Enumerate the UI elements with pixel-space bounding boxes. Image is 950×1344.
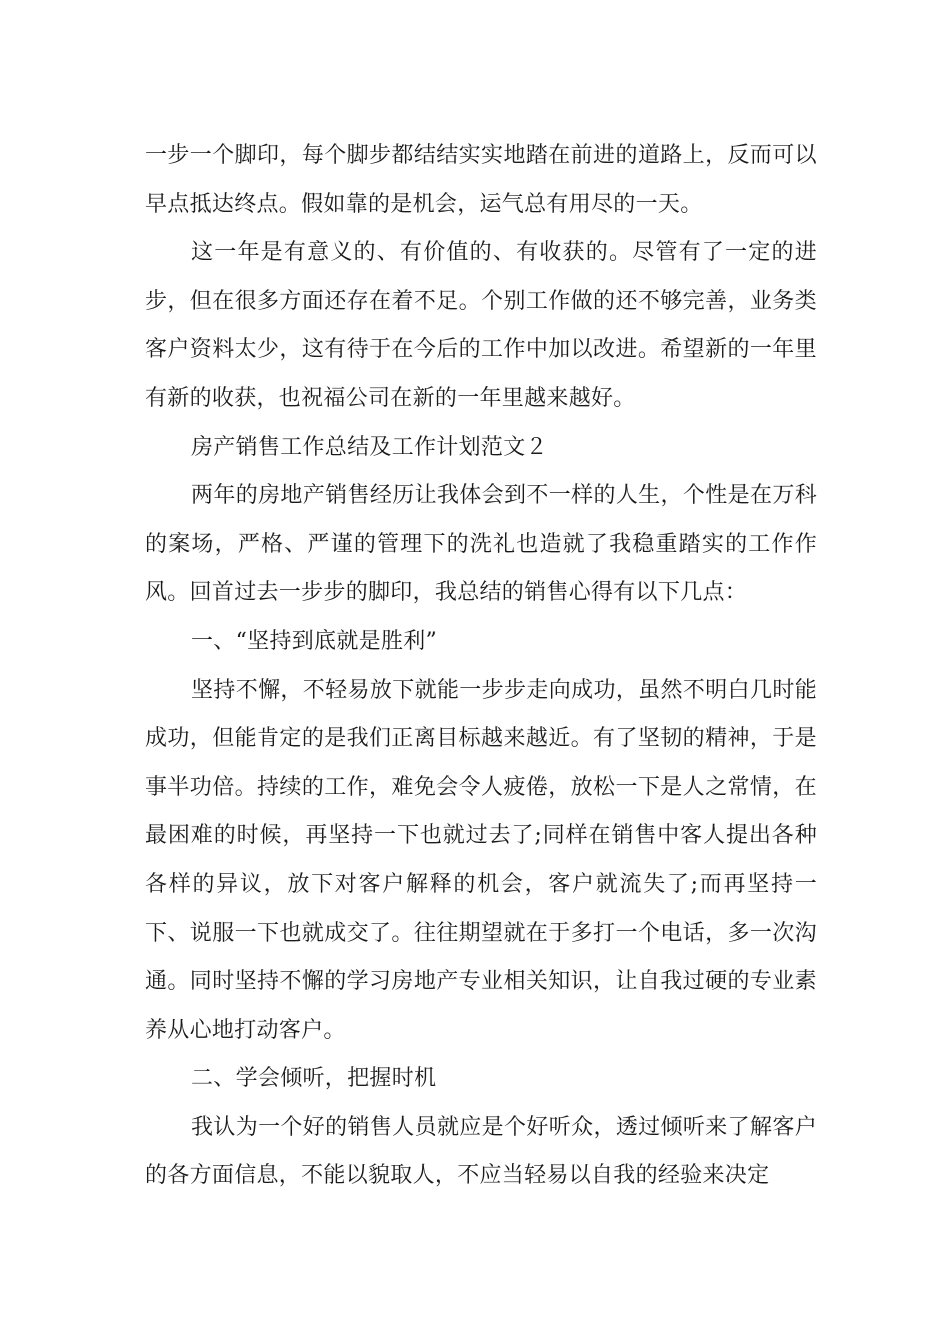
subheading-listening: 二、学会倾听，把握时机 [191, 1066, 437, 1092]
subheading-persistence: 一、“坚持到底就是胜利” [191, 628, 438, 654]
paragraph-listening: 我认为一个好的销售人员就应是个好听众，透过倾听来了解客户的各方面信息，不能以貌取人，不应当轻易以自我的经验来决定 [145, 1114, 817, 1189]
paragraph-continuation: 一步一个脚印，每个脚步都结结实实地踏在前进的道路上，反而可以早点抵达终点。假如靠的是机会，运气总有用尽的一天。 [145, 143, 817, 217]
section-title: 房产销售工作总结及工作计划范文２ [191, 434, 548, 460]
paragraph-year-summary: 这一年是有意义的、有价值的、有收获的。尽管有了一定的进步，但在很多方面还存在着不足。个别工作做的还不够完善，业务类客户资料太少，这有待于在今后的工作中加以改进。希望新的一年里有新的收获，也祝福公司在新的一年里越来越好。 [145, 240, 817, 411]
paragraph-intro: 两年的房地产销售经历让我体会到不一样的人生，个性是在万科的案场，严格、严谨的管理下的洗礼也造就了我稳重踏实的工作作风。回首过去一步步的脚印，我总结的销售心得有以下几点： [145, 483, 817, 606]
document-body [145, 132, 817, 1201]
paragraph-persistence: 坚持不懈，不轻易放下就能一步步走向成功，虽然不明白几时能成功，但能肯定的是我们正离目标越来越近。有了坚韧的精神，于是事半功倍。持续的工作，难免会令人疲倦，放松一下是人之常情，在最困难的时候，再坚持一下也就过去了;同样在销售中客人提出各种各样的异议，放下对客户解释的机会，客户就流失了;而再坚持一下、说服一下也就成交了。往往期望就在于多打一个电话，多一次沟通。同时坚持不懈的学习房地产专业相关知识，让自我过硬的专业素养从心地打动客户。 [145, 677, 817, 1043]
